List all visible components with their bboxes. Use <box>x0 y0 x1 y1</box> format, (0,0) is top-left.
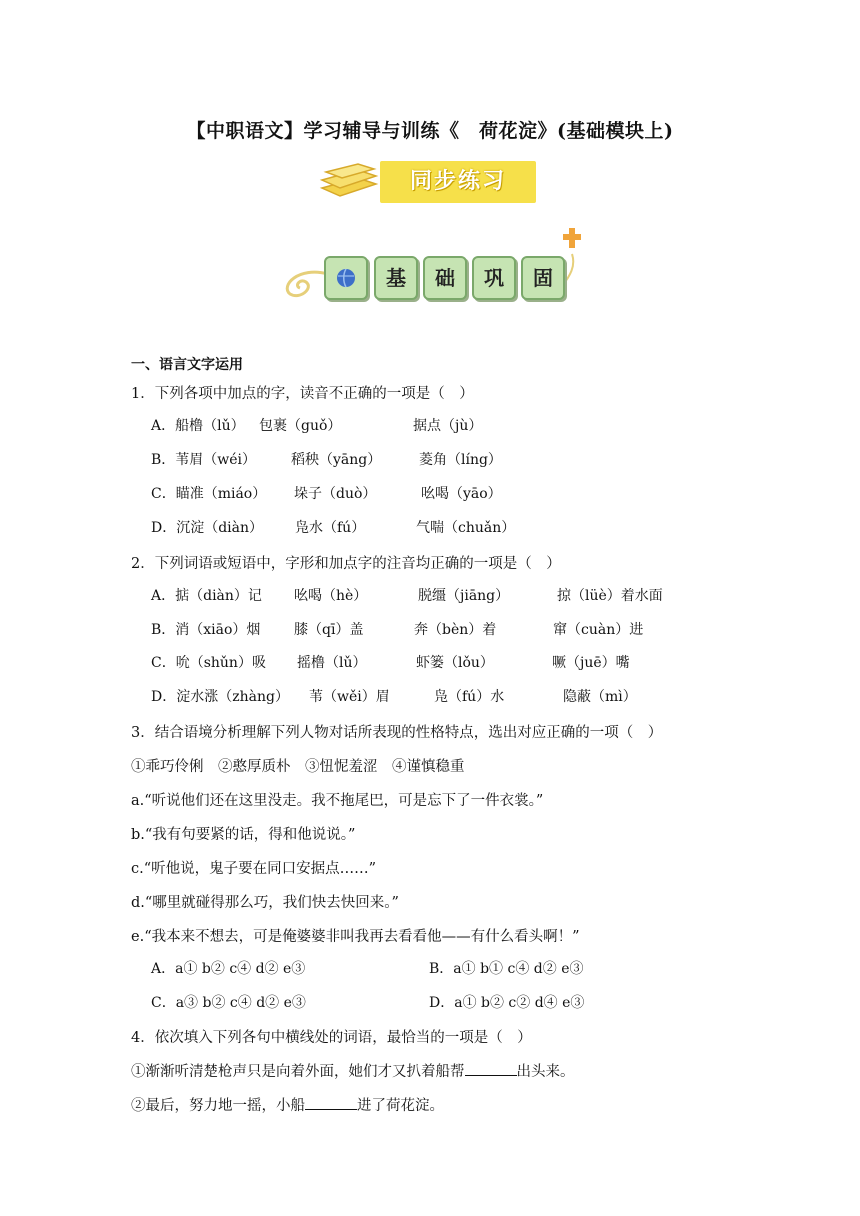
q1-b-1: B．苇眉（wéi） <box>151 452 257 468</box>
question-4-stem: 4．依次填入下列各句中横线处的词语，最恰当的一项是（ ） <box>131 1030 532 1046</box>
q4-sentence-2 <box>131 1094 444 1115</box>
q3-line-b: b.“我有句要紧的话，得和他说说。” <box>131 827 356 843</box>
q2-option-c <box>151 652 751 676</box>
q4-blank-2 <box>305 1097 357 1110</box>
q1-option-d <box>151 517 751 541</box>
q1-option-b <box>151 449 751 473</box>
q2-a-1: A．掂（diàn）记 <box>151 588 262 604</box>
q3-option-c: C．a③ b② c④ d② e③ <box>151 995 306 1011</box>
section-heading: 一、语言文字运用 <box>131 357 243 373</box>
q3-traits: ①乖巧伶俐 ②憨厚质朴 ③忸怩羞涩 ④谨慎稳重 <box>131 759 465 775</box>
q2-d-3: 凫（fú）水 <box>434 689 505 705</box>
tile-gu: 固 <box>521 256 565 300</box>
q1-option-c <box>151 483 751 507</box>
q4-s2-end: 进了荷花淀。 <box>357 1098 444 1114</box>
q3-option-d: D．a① b② c② d④ e③ <box>429 995 585 1011</box>
q1-b-2: 稻秧（yāng） <box>291 452 382 468</box>
q1-a-1: A．船橹（lǔ） <box>151 418 245 434</box>
q2-a-2: 吆喝（hè） <box>294 588 368 604</box>
q2-b-3: 奔（bèn）着 <box>414 622 497 638</box>
sync-practice-banner <box>318 158 540 208</box>
q3-line-d: d.“哪里就碰得那么巧，我们快去快回来。” <box>131 895 399 911</box>
q4-blank-1 <box>465 1063 517 1076</box>
q2-option-b <box>151 619 751 643</box>
question-3-stem: 3．结合语境分析理解下列人物对话所表现的性格特点，选出对应正确的一项（ ） <box>131 725 663 741</box>
q2-d-4: 隐蔽（mì） <box>563 689 637 705</box>
tile-chu: 础 <box>423 256 467 300</box>
tile-gong: 巩 <box>472 256 516 300</box>
globe-tile <box>324 256 368 300</box>
q1-d-3: 气喘（chuǎn） <box>416 520 516 536</box>
q1-d-2: 凫水（fú） <box>295 520 366 536</box>
q2-option-d <box>151 686 751 710</box>
q1-option-a <box>151 415 751 439</box>
q1-c-3: 吆喝（yāo） <box>421 486 502 502</box>
q2-a-4: 掠（lüè）着水面 <box>557 588 663 604</box>
q3-option-b: B．a① b① c④ d② e③ <box>429 961 584 977</box>
q1-c-2: 垛子（duò） <box>294 486 377 502</box>
q1-c-1: C．瞄准（miáo） <box>151 486 267 502</box>
section-header-basic-consolidation <box>278 226 588 306</box>
q2-b-2: 膝（qī）盖 <box>294 622 364 638</box>
q2-option-a <box>151 585 751 609</box>
q2-c-2: 摇橹（lǔ） <box>297 655 367 671</box>
q4-s1-start: ①渐渐听清楚枪声只是向着外面，她们才又扒着船帮 <box>131 1064 465 1080</box>
q3-line-c: c.“听他说，鬼子要在同口安据点……” <box>131 861 377 877</box>
q2-c-1: C．吮（shǔn）吸 <box>151 655 266 671</box>
q3-options-row-2 <box>151 992 751 1016</box>
books-icon <box>318 162 380 202</box>
q3-option-a: A．a① b② c④ d② e③ <box>151 961 306 977</box>
q1-a-3: 据点（jù） <box>413 418 483 434</box>
q3-line-e: e.“我本来不想去，可是俺婆婆非叫我再去看看他——有什么看头啊！” <box>131 929 580 945</box>
q2-c-3: 虾篓（lǒu） <box>416 655 494 671</box>
banner-label: 同步练习 <box>380 161 536 203</box>
q2-b-1: B．消（xiāo）烟 <box>151 622 261 638</box>
q4-s1-end: 出头来。 <box>516 1064 575 1080</box>
q1-a-2: 包裹（guǒ） <box>259 418 342 434</box>
question-1-stem: 1．下列各项中加点的字，读音不正确的一项是（ ） <box>131 386 474 402</box>
q1-b-3: 菱角（líng） <box>419 452 502 468</box>
q2-d-2: 苇（wěi）眉 <box>309 689 390 705</box>
q3-line-a: a.“听说他们还在这里没走。我不拖尾巴，可是忘下了一件衣裳。” <box>131 793 544 809</box>
page-title: 【中职语文】学习辅导与训练《 荷花淀》(基础模块上) <box>186 120 674 142</box>
question-2-stem: 2．下列词语或短语中，字形和加点字的注音均正确的一项是（ ） <box>131 556 561 572</box>
q2-b-4: 窜（cuàn）进 <box>553 622 644 638</box>
globe-icon <box>335 267 357 289</box>
q3-options-row-1 <box>151 958 751 982</box>
q2-a-3: 脱缰（jiāng） <box>418 588 510 604</box>
q4-sentence-1 <box>131 1060 575 1081</box>
q4-s2-start: ②最后，努力地一摇，小船 <box>131 1098 305 1114</box>
q2-d-1: D．淀水涨（zhàng） <box>151 689 289 705</box>
q2-c-4: 噘（juē）嘴 <box>552 655 630 671</box>
tile-ji: 基 <box>374 256 418 300</box>
q1-d-1: D．沉淀（diàn） <box>151 520 264 536</box>
